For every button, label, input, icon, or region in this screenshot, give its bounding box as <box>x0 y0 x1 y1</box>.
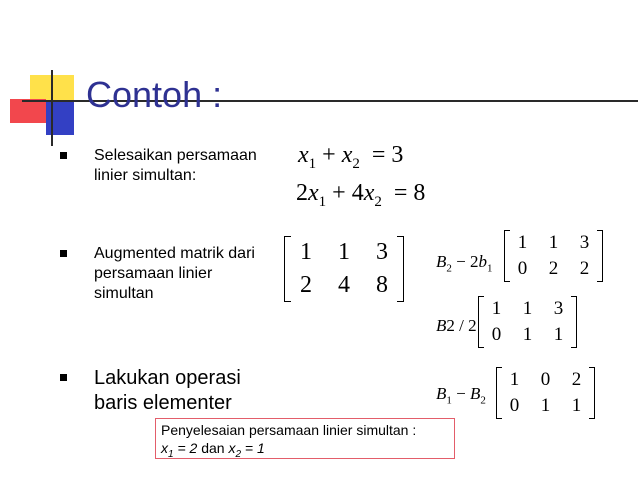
bullet-marker <box>60 374 67 381</box>
equation-2: $2x_1 + 4x_2 = 8$ <box>296 180 426 210</box>
operation-matrix-3 <box>496 367 595 419</box>
matrix-cell: 1 <box>509 369 520 390</box>
matrix-bracket-right <box>397 236 404 302</box>
title-decoration-red <box>10 99 46 123</box>
matrix-bracket-right <box>597 230 603 282</box>
operation-label-1: $B_2 - 2b_1$ <box>436 252 493 275</box>
operation-label-3: $B_1 - B_2$ <box>436 384 486 407</box>
operation-matrix-1 <box>504 230 603 282</box>
matrix-cell: 1 <box>338 239 350 265</box>
operation-label-2: B2 / 2 <box>436 316 477 335</box>
matrix-cell: 2 <box>579 258 590 279</box>
matrix-bracket-left <box>284 236 291 302</box>
title-decoration-vertical-line <box>51 70 53 146</box>
solution-note-box <box>155 418 455 459</box>
matrix-cell: 2 <box>548 258 559 279</box>
matrix-bracket-left <box>478 296 484 348</box>
matrix-cell: 1 <box>522 324 533 345</box>
operation-matrix-2 <box>478 296 577 348</box>
matrix-cell: 2 <box>571 369 582 390</box>
matrix-cell: 1 <box>540 395 551 416</box>
augmented-matrix <box>284 236 404 302</box>
bullet-marker <box>60 152 67 159</box>
matrix-cell: 3 <box>553 298 564 319</box>
matrix-bracket-left <box>496 367 502 419</box>
matrix-cell: 1 <box>553 324 564 345</box>
matrix-cell: 2 <box>300 272 312 298</box>
matrix-cell: 8 <box>376 272 388 298</box>
slide-title: Contoh : <box>86 74 223 115</box>
bullet-text-3: Lakukan operasi baris elementer <box>94 367 241 414</box>
bullet-text-2: Augmented matrik dari persamaan linier simultan <box>94 245 255 302</box>
matrix-cell: 0 <box>491 324 502 345</box>
equation-1: $x_1 + x_2 = 3$ <box>298 142 404 172</box>
matrix-cell: 0 <box>540 369 551 390</box>
matrix-cell: 1 <box>522 298 533 319</box>
matrix-cell: 3 <box>376 239 388 265</box>
solution-note-values: $x_1 = 2$ dan $x_2 = 1$ <box>161 440 265 460</box>
matrix-cell: 1 <box>491 298 502 319</box>
matrix-cell: 1 <box>571 395 582 416</box>
matrix-cell: 1 <box>517 232 528 253</box>
bullet-marker <box>60 250 67 257</box>
bullet-text-1: Selesaikan persamaan linier simultan: <box>94 147 257 184</box>
matrix-cell: 1 <box>548 232 559 253</box>
matrix-bracket-right <box>589 367 595 419</box>
matrix-bracket-left <box>504 230 510 282</box>
matrix-cell: 0 <box>517 258 528 279</box>
matrix-cell: 1 <box>300 239 312 265</box>
matrix-cell: 3 <box>579 232 590 253</box>
matrix-cell: 4 <box>338 272 350 298</box>
matrix-bracket-right <box>571 296 577 348</box>
matrix-cell: 0 <box>509 395 520 416</box>
solution-note-title: Penyelesaian persamaan linier simultan : <box>161 422 417 438</box>
